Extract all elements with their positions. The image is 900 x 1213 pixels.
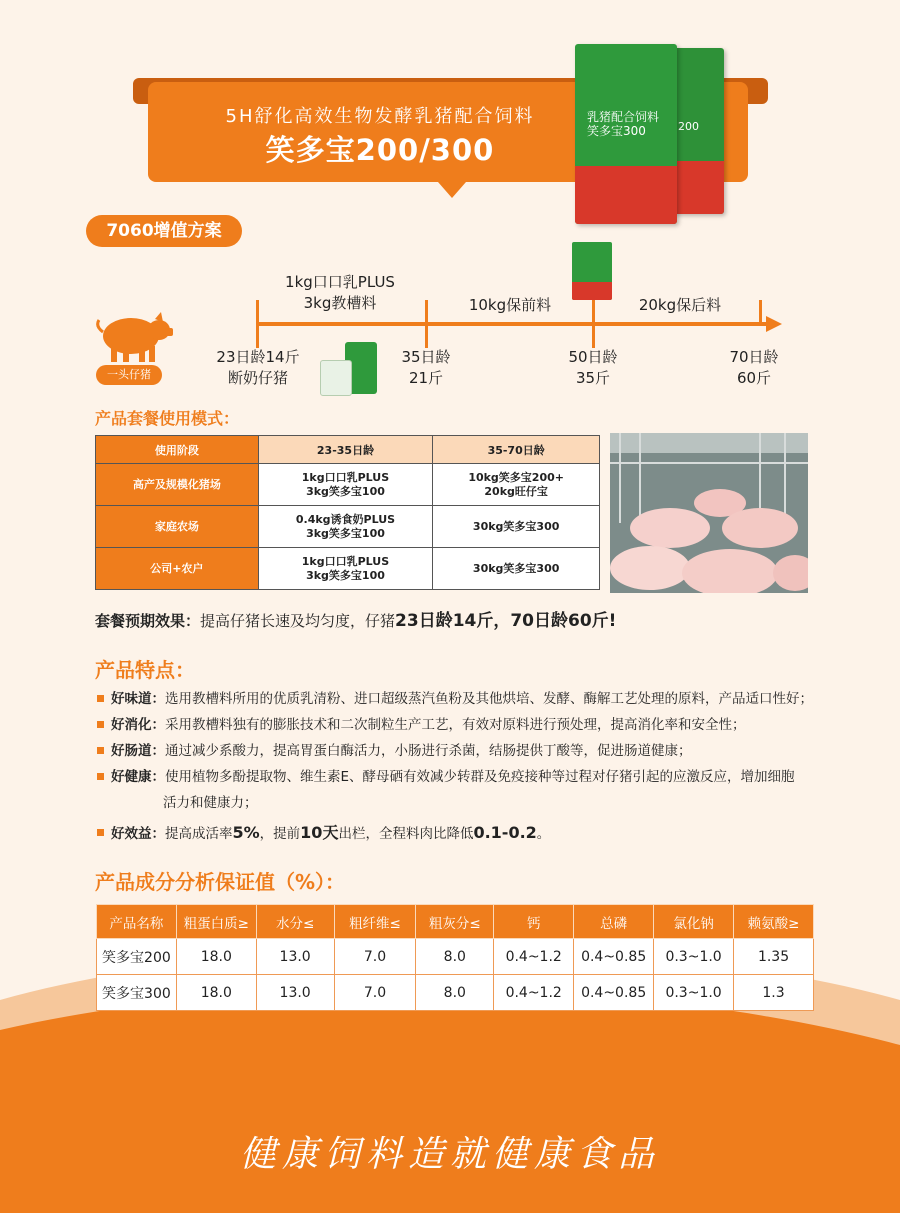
stage1b-label: 3kg教槽料: [303, 294, 377, 312]
bag-name-line2: 笑多宝300: [587, 124, 646, 138]
combo-cell: 30kg笑多宝300: [433, 548, 600, 590]
combo-header: 23-35日龄: [258, 436, 433, 464]
point-day: 35日龄: [401, 348, 451, 366]
combo-row-name: 家庭农场: [96, 506, 259, 548]
stage2-label: 10kg保前料: [468, 296, 552, 314]
point-day: 23日龄14斤: [216, 348, 300, 366]
timeline-tick: [759, 300, 762, 324]
stage3-label: 20kg保后料: [638, 296, 722, 314]
header-title: 笑多宝200/300: [265, 133, 495, 167]
list-item: 好味道：选用教槽料所用的优质乳清粉、进口超级蒸汽鱼粉及其他烘培、发酵、酶解工艺处理的原料，产品适口性好；: [97, 686, 857, 712]
table-cell: 13.0: [256, 975, 334, 1011]
table-row: [96, 548, 600, 590]
mini-product-bag: [572, 242, 612, 300]
table-cell: 1.3: [734, 975, 814, 1011]
combo-title: 产品套餐使用模式：: [95, 409, 240, 428]
point-day: 70日龄: [729, 348, 779, 366]
list-item: 好健康：使用植物多酚提取物、维生素E、酵母硒有效减少转群及免疫接种等过程对仔猪引起的应激反应，增加细胞 活力和健康力；: [97, 764, 857, 816]
table-cell: 0.4~1.2: [494, 975, 574, 1011]
combo-table: [95, 435, 600, 590]
combo-cell: 30kg笑多宝300: [433, 506, 600, 548]
combo-cell: 0.4kg诱食奶PLUS 3kg笑多宝100: [258, 506, 433, 548]
product-bag-200: [672, 48, 724, 214]
plan-label: 7060增值方案: [86, 215, 242, 247]
combo-cell: 1kg口口乳PLUS 3kg笑多宝100: [258, 548, 433, 590]
table-cell: 0.4~0.85: [574, 975, 654, 1011]
table-cell: 0.4~0.85: [574, 939, 654, 975]
piglets-photo: [610, 433, 808, 593]
combo-row-name: 高产及规模化猪场: [96, 464, 259, 506]
analysis-header: 产品名称: [97, 905, 177, 939]
footer-slogan: 健康饲料造就健康食品: [239, 1134, 660, 1175]
table-cell: 8.0: [416, 939, 494, 975]
table-cell: 笑多宝200: [97, 939, 177, 975]
table-row: [96, 506, 600, 548]
pig-tag: 一头仔猪: [96, 365, 162, 385]
analysis-header: 粗灰分≤: [416, 905, 494, 939]
header-subtitle: 5H舒化高效生物发酵乳猪配合饲料: [225, 106, 535, 127]
table-row: [96, 464, 600, 506]
analysis-header: 赖氨酸≥: [734, 905, 814, 939]
features-title: 产品特点：: [95, 658, 195, 682]
bag-name-line1: 乳猪配合饲料: [587, 110, 660, 124]
table-cell: 8.0: [416, 975, 494, 1011]
analysis-header: 氯化钠: [654, 905, 734, 939]
combo-header: 使用阶段: [96, 436, 259, 464]
combo-cell: 10kg笑多宝200+ 20kg旺仔宝: [433, 464, 600, 506]
point-sub: 21斤: [408, 369, 444, 387]
product-pouch: [320, 360, 352, 396]
features-list: [97, 686, 857, 847]
table-row: [97, 939, 814, 975]
analysis-header: 钙: [494, 905, 574, 939]
table-cell: 0.3~1.0: [654, 975, 734, 1011]
list-item: 好肠道：通过减少系酸力，提高胃蛋白酶活力，小肠进行杀菌，结肠提供丁酸等，促进肠道健康；: [97, 738, 857, 764]
analysis-header: 总磷: [574, 905, 654, 939]
product-bag-300: [575, 44, 677, 224]
point-day: 50日龄: [568, 348, 618, 366]
point-sub: 60斤: [736, 369, 772, 387]
list-item: 好效益：提高成活率5%，提前10天出栏，全程料肉比降低0.1-0.2。: [97, 820, 857, 847]
table-cell: 13.0: [256, 939, 334, 975]
timeline-tick: [425, 300, 428, 348]
stage1-label: 1kg口口乳PLUS: [285, 273, 395, 291]
point-sub: 断奶仔猪: [227, 369, 288, 387]
expected-effect: 套餐预期效果：提高仔猪长速及均匀度，仔猪23日龄14斤，70日龄60斤!: [95, 611, 617, 631]
combo-row-name: 公司+农户: [96, 548, 259, 590]
point-sub: 35斤: [575, 369, 611, 387]
pig-icon: [93, 306, 173, 366]
bag-name-alt: 200: [678, 120, 699, 133]
analysis-header: 粗纤维≤: [334, 905, 416, 939]
table-cell: 笑多宝300: [97, 975, 177, 1011]
analysis-header: 水分≤: [256, 905, 334, 939]
analysis-table: [96, 904, 814, 1011]
table-cell: 0.3~1.0: [654, 939, 734, 975]
timeline-line: [258, 322, 768, 326]
timeline-arrow: [766, 316, 782, 332]
table-cell: 1.35: [734, 939, 814, 975]
table-row: [97, 975, 814, 1011]
combo-header: 35-70日龄: [433, 436, 600, 464]
table-cell: 7.0: [334, 975, 416, 1011]
timeline-tick: [256, 300, 259, 348]
banner-pointer: [438, 182, 466, 198]
timeline-tick: [592, 300, 595, 348]
list-item: 好消化：采用教槽料独有的膨胀技术和二次制粒生产工艺，有效对原料进行预处理，提高消化率和安全性；: [97, 712, 857, 738]
table-cell: 0.4~1.2: [494, 939, 574, 975]
combo-cell: 1kg口口乳PLUS 3kg笑多宝100: [258, 464, 433, 506]
table-cell: 18.0: [176, 939, 256, 975]
table-cell: 7.0: [334, 939, 416, 975]
analysis-title: 产品成分分析保证值（%）：: [95, 870, 346, 894]
analysis-header: 粗蛋白质≥: [176, 905, 256, 939]
table-cell: 18.0: [176, 975, 256, 1011]
